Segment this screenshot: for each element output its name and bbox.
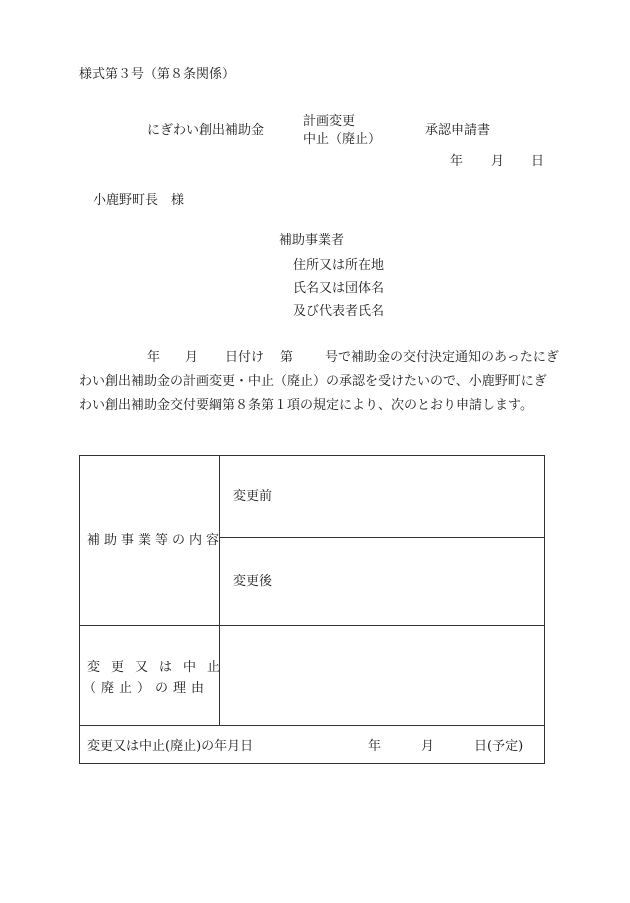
- date-row-month: 月: [421, 739, 435, 754]
- title-cancellation: 中止（廃止）: [303, 132, 382, 147]
- application-table: [79, 455, 545, 764]
- after-label: 変更後: [233, 574, 273, 589]
- body-line-1-text: 号で補助金の交付決定通知のあったにぎ: [325, 350, 559, 365]
- table-divider-before-after: [219, 537, 545, 538]
- date-day-label: 日: [531, 154, 545, 169]
- date-year-label: 年: [450, 154, 464, 169]
- date-row-label: 変更又は中止(廃止)の年月日: [87, 739, 254, 754]
- applicant-heading: 補助事業者: [279, 233, 345, 248]
- title-application: 承認申請書: [425, 123, 491, 138]
- date-row-day: 日(予定): [474, 739, 524, 754]
- table-divider-date: [80, 725, 545, 726]
- body-dated: 日付け: [225, 350, 265, 365]
- table-divider-reason: [80, 625, 545, 626]
- applicant-representative-label: 及び代表者氏名: [293, 304, 385, 319]
- date-row-year: 年: [368, 739, 382, 754]
- title-subsidy-name: にぎわい創出補助金: [147, 123, 265, 138]
- body-line-2: わい創出補助金の計画変更・中止（廃止）の承認を受けたいので、小鹿野町にぎ: [79, 374, 547, 389]
- content-label: 補助事業等の内容: [87, 533, 224, 548]
- reason-label-line-1: 変更又は中止: [87, 660, 232, 675]
- before-label: 変更前: [233, 489, 273, 504]
- applicant-name-label: 氏名又は団体名: [293, 281, 385, 296]
- applicant-address-label: 住所又は所在地: [293, 258, 385, 273]
- body-year: 年: [147, 350, 161, 365]
- date-month-label: 月: [491, 154, 505, 169]
- form-number: 様式第３号（第８条関係）: [79, 67, 236, 82]
- body-month: 月: [185, 350, 199, 365]
- addressee: 小鹿野町長 様: [93, 193, 185, 208]
- table-divider-vertical: [219, 456, 220, 725]
- body-number-prefix: 第: [280, 350, 294, 365]
- body-line-3: わい創出補助金交付要綱第８条第１項の規定により、次のとおり申請します。: [79, 398, 533, 413]
- title-plan-change: 計画変更: [303, 114, 356, 129]
- reason-label-line-2: （廃止）の理由: [83, 681, 210, 696]
